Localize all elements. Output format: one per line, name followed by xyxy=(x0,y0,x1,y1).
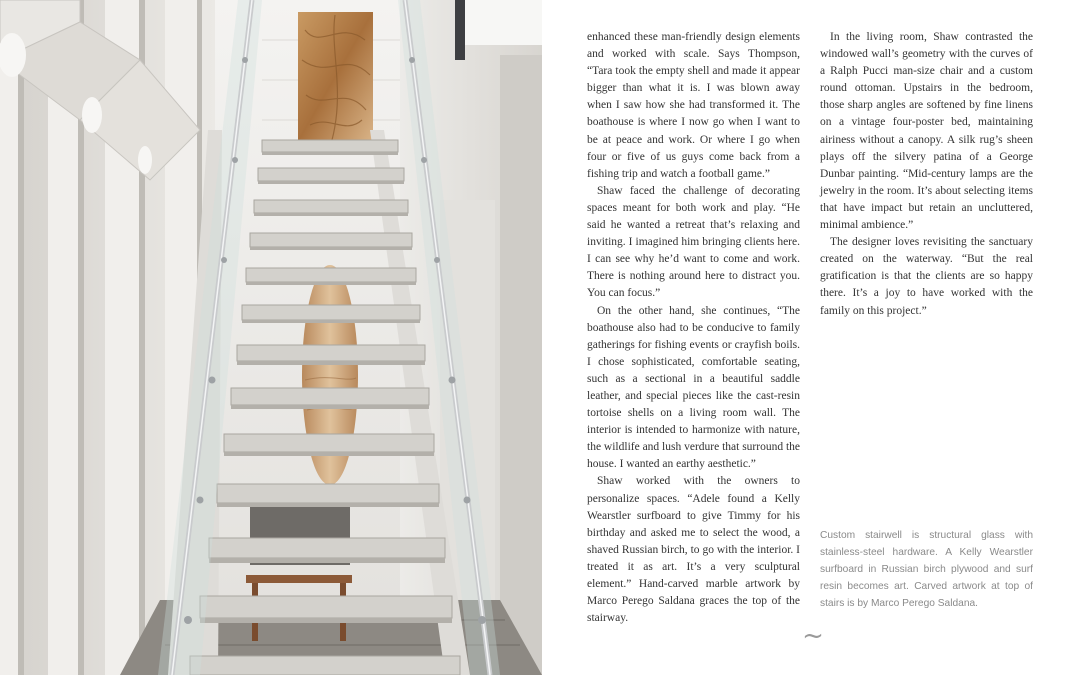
paragraph: The designer loves revisiting the sanctuary created on the waterway. “But the real gratification is that the clients are so happy there. It’s a joy to have worked with the family on this project.” xyxy=(820,236,1033,317)
paragraph: On the other hand, she continues, “The boathouse also had to be conducive to family gatherings for fishing events or crayfish boils. I chose sophisticated, comfortable seating, such as a sectional in a beautiful saddle leather, and special pieces like the cast-resin tortoise shells on a living room wall. The interior is intended to harmonize with nature, the wildlife and lush verdure that surround the house. I wanted an earthy aesthetic.” xyxy=(587,304,801,471)
paragraph: Shaw faced the challenge of decorating spaces meant for both work and play. “He said he wanted a retreat that’s relaxing and inviting. I imagined him bringing clients here. I can see why he’d want to come and work. There is nothing around here to distract you. You can focus.” xyxy=(587,184,800,300)
paragraph: enhanced these man-friendly design elements and worked with scale. Says Thompson, “Tara took the empty shell and made it appear bigger than what it is. I was blown away when I saw how she had transformed it. The boathouse is where I now go when I want to be at peace and work. Or where I go when four or five of us guys come back from a fishing trip and watch a football game.” xyxy=(587,31,800,180)
paragraph: Shaw worked with the owners to personalize spaces. “Adele found a Kelly Wearstler surfboard to give Timmy for his birthday and asked me to select the wood, a shaved Russian birch, to go with the interior. I treated it as art. It’s a very sculptural element.” Hand-carved marble artwork by Marco Perego Saldana graces the top of the stairway. xyxy=(587,475,800,625)
paragraph: In the living room, Shaw contrasted the windowed wall’s geometry with the curves of a Ralph Pucci man-size chair and a custom round ottoman. Upstairs in the bedroom, those sharp angles are softened by fine linens on a vintage four-poster bed, maintaining airiness without a canopy. A silk rug’s sheen plays off the silvery patina of a George Dunbar painting. “Mid-century lamps are the jewelry in the room. It’s about selecting items that have impact but retain an uncluttered, minimal ambience.” xyxy=(820,31,1033,232)
article-column-2 xyxy=(820,29,1033,320)
article-column-1 xyxy=(587,29,800,627)
article-page xyxy=(542,0,1080,675)
photo-caption: Custom stairwell is structural glass with stainless-steel hardware. A Kelly Wearstler surfboard in Russian birch plywood and surf resin becomes art. Carved artwork at top of stairs is by Marco Perego Saldana. xyxy=(820,530,1033,609)
tilde-ornament-icon: ~ xyxy=(802,621,824,651)
